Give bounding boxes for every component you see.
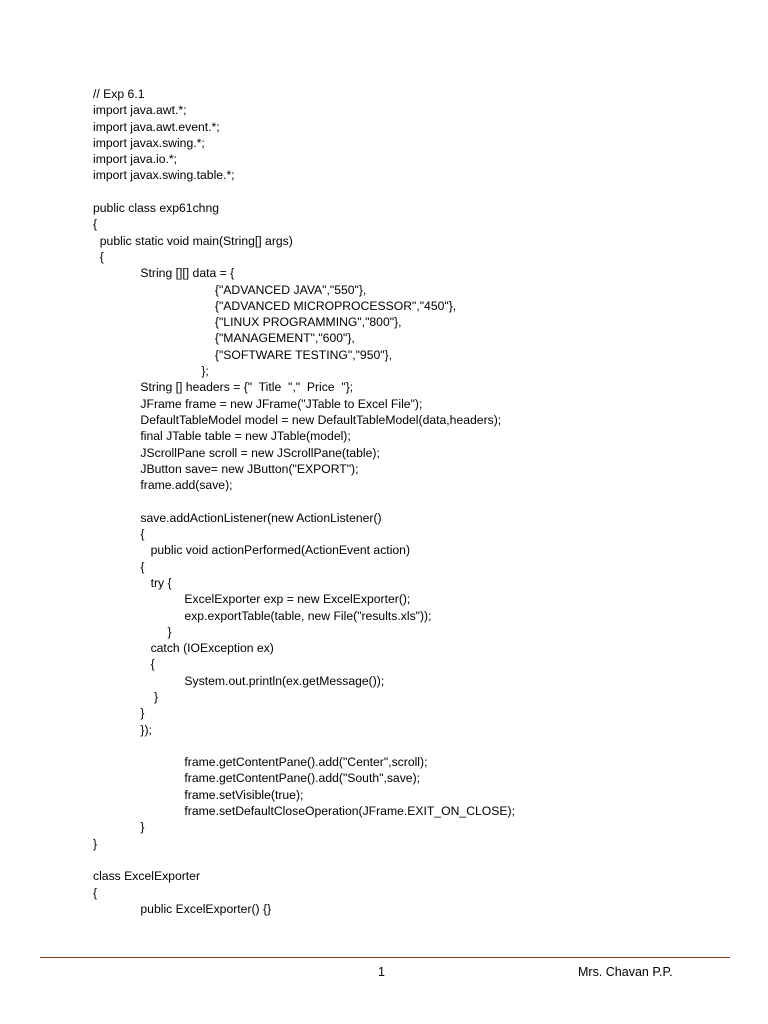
- page-number: 1: [378, 965, 385, 979]
- code-line: }: [93, 820, 145, 835]
- code-line: final JTable table = new JTable(model);: [93, 429, 351, 444]
- code-line: {"ADVANCED JAVA","550"},: [93, 282, 367, 297]
- code-line: frame.setVisible(true);: [93, 787, 304, 802]
- code-line: import java.io.*;: [93, 152, 177, 167]
- code-line: frame.setDefaultCloseOperation(JFrame.EXIT_ON_CLOSE);: [93, 804, 515, 819]
- code-line: [93, 184, 733, 200]
- code-line: DefaultTableModel model = new DefaultTableModel(data,headers);: [93, 412, 502, 427]
- code-line: [93, 852, 733, 868]
- code-line: try {: [93, 575, 172, 590]
- code-line: ExcelExporter exp = new ExcelExporter();: [93, 592, 411, 607]
- code-line: public void actionPerformed(ActionEvent action): [93, 543, 411, 558]
- code-line: });: [93, 722, 152, 737]
- code-line: class ExcelExporter: [93, 869, 201, 884]
- code-line: }: [93, 689, 159, 704]
- code-line: catch (IOException ex): [93, 641, 274, 656]
- code-line: {"SOFTWARE TESTING","950"},: [93, 347, 393, 362]
- code-line: public ExcelExporter() {}: [93, 901, 272, 916]
- code-line: String [] headers = {" Title "," Price "};: [93, 380, 354, 395]
- code-line: System.out.println(ex.getMessage());: [93, 673, 385, 688]
- code-line: frame.add(save);: [93, 478, 233, 493]
- code-line: import java.awt.event.*;: [93, 119, 220, 134]
- code-line: frame.getContentPane().add("Center",scroll);: [93, 755, 428, 770]
- code-line: JFrame frame = new JFrame("JTable to Excel File");: [93, 396, 423, 411]
- code-line: // Exp 6.1: [93, 87, 145, 101]
- code-line: {: [93, 217, 98, 232]
- code-line: [93, 493, 733, 509]
- code-line: {: [93, 249, 104, 264]
- code-line: import javax.swing.table.*;: [93, 168, 235, 183]
- code-line: public static void main(String[] args): [93, 233, 293, 248]
- code-line: [93, 738, 733, 754]
- code-line: JScrollPane scroll = new JScrollPane(table);: [93, 445, 380, 460]
- footer-divider: [40, 957, 730, 958]
- code-line: {: [93, 527, 145, 542]
- code-line: {: [93, 559, 145, 574]
- code-line: }: [93, 706, 145, 721]
- code-line: {"ADVANCED MICROPROCESSOR","450"},: [93, 298, 457, 313]
- code-line: import java.awt.*;: [93, 103, 187, 118]
- code-line: }: [93, 836, 98, 851]
- code-line: frame.getContentPane().add("South",save);: [93, 771, 421, 786]
- code-listing: [93, 86, 733, 917]
- code-line: String [][] data = {: [93, 266, 235, 281]
- code-line: }: [93, 624, 172, 639]
- code-line: JButton save= new JButton("EXPORT");: [93, 461, 359, 476]
- code-line: import javax.swing.*;: [93, 135, 205, 150]
- code-line: {"LINUX PROGRAMMING","800"},: [93, 315, 402, 330]
- footer-author: Mrs. Chavan P.P.: [578, 965, 673, 979]
- code-line: {: [93, 885, 98, 900]
- code-line: };: [93, 364, 209, 379]
- code-line: exp.exportTable(table, new File("results.xls"));: [93, 608, 432, 623]
- code-line: {: [93, 657, 155, 672]
- code-line: save.addActionListener(new ActionListener(): [93, 510, 382, 525]
- code-line: {"MANAGEMENT","600"},: [93, 331, 355, 346]
- code-line: public class exp61chng: [93, 201, 220, 216]
